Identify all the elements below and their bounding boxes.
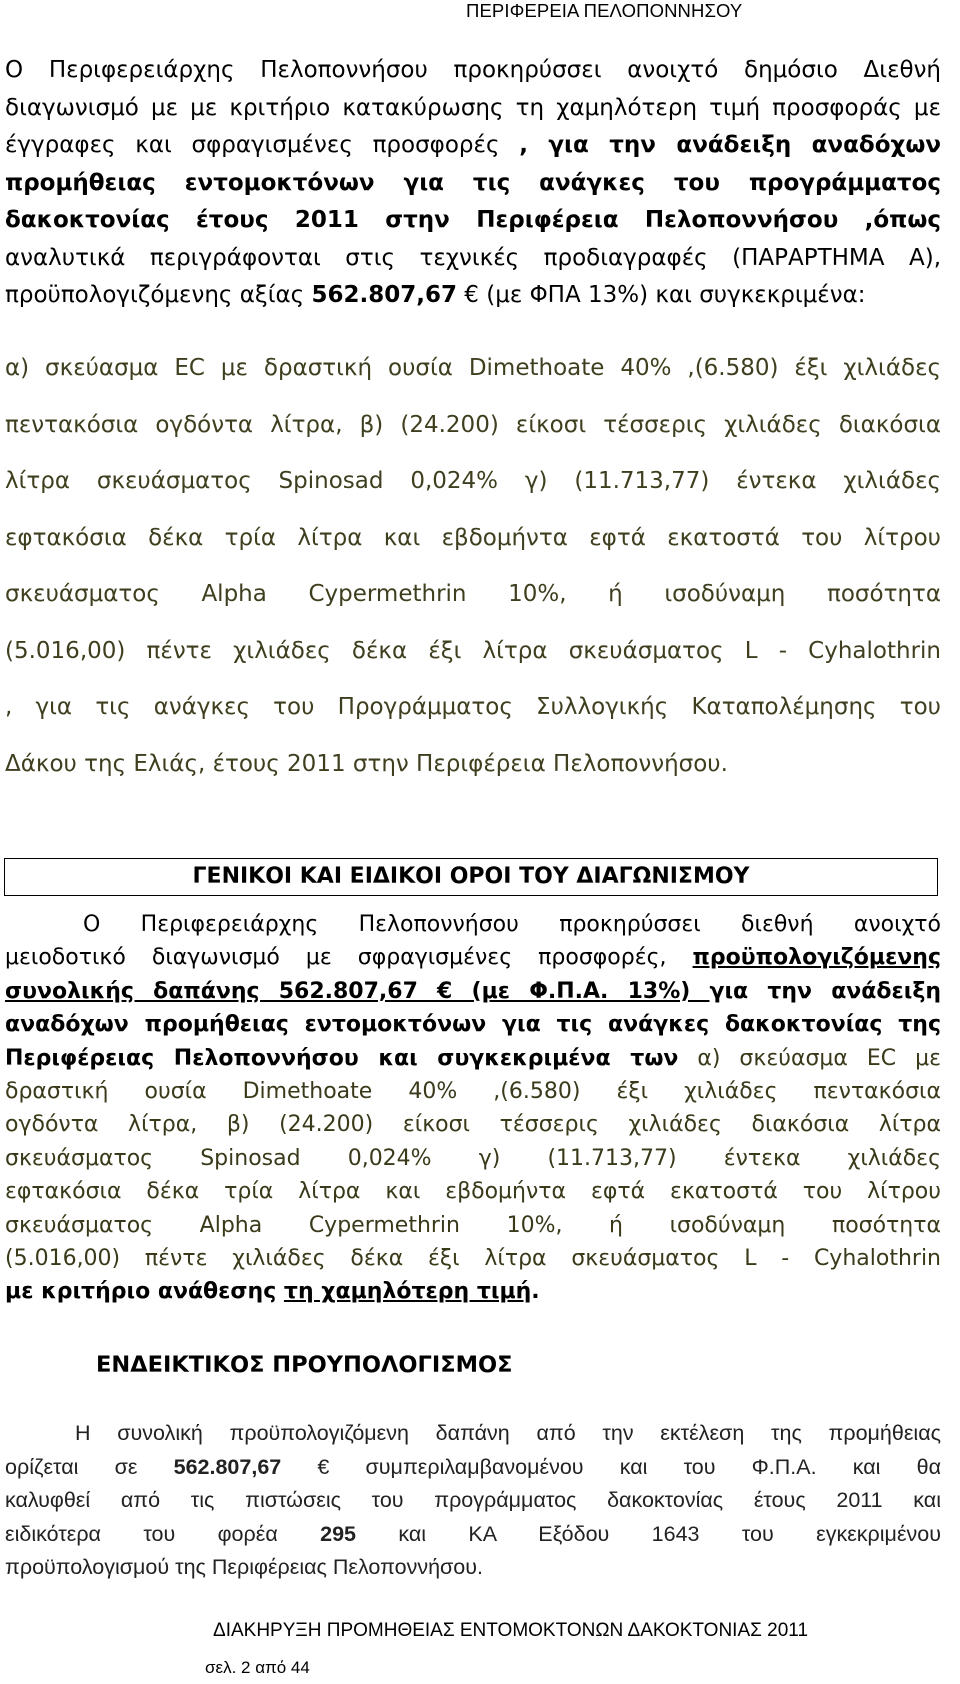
budget-code: 295 [320, 1521, 356, 1546]
intro-bold-text: δακοκτονίας έτους 2011 στην Περιφέρεια Πελοποννήσου ,όπως [5, 207, 941, 233]
page-footer: ΔΙΑΚΗΡΥΞΗ ΠΡΟΜΗΘΕΙΑΣ ΕΝΤΟΜΟΚΤΟΝΩΝ ΔΑΚΟΚΤΟΝΙΑΣ 2011 [213, 1620, 809, 1641]
item-line: , για τις ανάγκες του Προγράμματος Συλλογικής Καταπολέμησης του [5, 694, 941, 720]
intro-text: προϋπολογιζόμενης αξίας [5, 282, 312, 308]
item-line: Δάκου της Ελιάς, έτους 2011 στην Περιφέρεια Πελοποννήσου. [5, 750, 728, 777]
terms-line [5, 975, 941, 1008]
budget-text: και ΚΑ Εξόδου 1643 του εγκεκριμένου [356, 1521, 941, 1546]
intro-line: διαγωνισμό με με κριτήριο κατακύρωσης τη χαμηλότερη τιμή προσφοράς με [5, 94, 941, 121]
intro-bold-text: , για την ανάδειξη αναδόχων [519, 132, 941, 158]
budget-line: Η συνολική προϋπολογιζόμενη δαπάνη από την εκτέλεση της προμήθειας [75, 1421, 941, 1445]
budget-line [5, 1451, 941, 1485]
item-line: πεντακόσια ογδόντα λίτρα, β) (24.200) είκοσι τέσσερις χιλιάδες διακόσια [5, 411, 941, 438]
intro-text: € (με ΦΠΑ 13%) και συγκεκριμένα: [456, 282, 866, 308]
budget-paragraph [5, 1417, 941, 1585]
items-paragraph [5, 340, 941, 792]
terms-line: αναδόχων προμήθειας εντομοκτόνων για τις ανάγκες δακοκτονίας της [5, 1012, 941, 1038]
terms-line: σκευάσματος Alpha Cypermethrin 10%, ή ισοδύναμη ποσότητα [5, 1212, 941, 1238]
item-line: α) σκεύασμα EC με δραστική ουσία Dimethoate 40% ,(6.580) έξι χιλιάδες [5, 355, 941, 381]
terms-line: δραστική ουσία Dimethoate 40% ,(6.580) έξι χιλιάδες πεντακόσια [5, 1079, 941, 1105]
terms-underlined: τη χαμηλότερη τιμή [283, 1279, 532, 1305]
budget-text: € συμπεριλαμβανομένου και του Φ.Π.Α. και θα [281, 1454, 941, 1479]
item-line: σκευάσματος Alpha Cypermethrin 10%, ή ισοδύναμη ποσότητα [5, 581, 941, 607]
intro-line: αναλυτικά περιγράφονται στις τεχνικές προδιαγραφές (ΠΑΡΑΡΤΗΜΑ Α), [5, 244, 941, 271]
item-line: εφτακόσια δέκα τρία λίτρα και εβδομήντα εφτά εκατοστά του λίτρου [5, 524, 941, 551]
terms-line: Ο Περιφερειάρχης Πελοποννήσου προκηρύσσει διεθνή ανοιχτό [83, 912, 941, 937]
budget-title: ΕΝΔΕΙΚΤΙΚΟΣ ΠΡΟΥΠΟΛΟΓΙΣΜΟΣ [96, 1352, 513, 1378]
intro-amount: 562.807,67 [311, 282, 457, 308]
terms-underlined: προϋπολογιζόμενης [692, 945, 941, 971]
page-header: ΠΕΡΙΦΕΡΕΙΑ ΠΕΛΟΠΟΝΝΗΣΟΥ [466, 0, 743, 21]
terms-text: α) σκεύασμα EC με [678, 1045, 941, 1071]
terms-paragraph [5, 908, 941, 1309]
terms-title-box: ΓΕΝΙΚΟΙ ΚΑΙ ΕΙΔΙΚΟΙ ΟΡΟΙ ΤΟΥ ΔΙΑΓΩΝΙΣΜΟΥ [4, 858, 938, 896]
intro-line [5, 127, 941, 165]
budget-line [5, 1518, 941, 1552]
terms-underlined: συνολικής δαπάνης 562.807,67 € (με Φ.Π.Α. 13%) [5, 978, 710, 1004]
terms-line [5, 1042, 941, 1075]
budget-line: καλυφθεί από τις πιστώσεις του προγράμματος δακοκτονίας έτους 2011 και [5, 1488, 941, 1512]
budget-line: προϋπολογισμού της Περιφέρειας Πελοποννήσου. [5, 1555, 483, 1579]
terms-line: ογδόντα λίτρα, β) (24.200) είκοσι τέσσερις χιλιάδες διακόσια λίτρα [5, 1112, 941, 1138]
budget-amount: 562.807,67 [173, 1454, 282, 1479]
intro-line: προμήθειας εντομοκτόνων για τις ανάγκες του προγράμματος [5, 169, 941, 196]
terms-line [5, 941, 941, 974]
terms-line: σκευάσματος Spinosad 0,024% γ) (11.713,77) έντεκα χιλιάδες [5, 1145, 941, 1171]
terms-text: με κριτήριο ανάθεσης [5, 1279, 284, 1305]
intro-line [5, 202, 941, 240]
terms-line [5, 1275, 941, 1308]
page-number: σελ. 2 από 44 [205, 1658, 310, 1677]
budget-text: ειδικότερα του φορέα [5, 1521, 321, 1546]
terms-bold-text: Περιφέρειας Πελοποννήσου και συγκεκριμένα των [5, 1045, 679, 1071]
terms-text: μειοδοτικό διαγωνισμό με σφραγισμένες προσφορές, [5, 945, 693, 971]
terms-line: (5.016,00) πέντε χιλιάδες δέκα έξι λίτρα σκευάσματος L - Cyhalothrin [5, 1246, 941, 1272]
item-line: λίτρα σκευάσματος Spinosad 0,024% γ) (11.713,77) έντεκα χιλιάδες [5, 468, 941, 494]
terms-text: . [531, 1279, 540, 1305]
budget-text: ορίζεται σε [5, 1454, 174, 1479]
terms-text: για την ανάδειξη [709, 978, 941, 1004]
intro-text: έγγραφες και σφραγισμένες προσφορές [5, 132, 520, 158]
intro-paragraph [5, 52, 941, 315]
intro-line: Ο Περιφερειάρχης Πελοποννήσου προκηρύσσει ανοιχτό δημόσιο Διεθνή [5, 57, 941, 83]
intro-line [5, 277, 941, 315]
terms-line: εφτακόσια δέκα τρία λίτρα και εβδομήντα εφτά εκατοστά του λίτρου [5, 1179, 941, 1205]
item-line: (5.016,00) πέντε χιλιάδες δέκα έξι λίτρα σκευάσματος L - Cyhalothrin [5, 637, 941, 664]
